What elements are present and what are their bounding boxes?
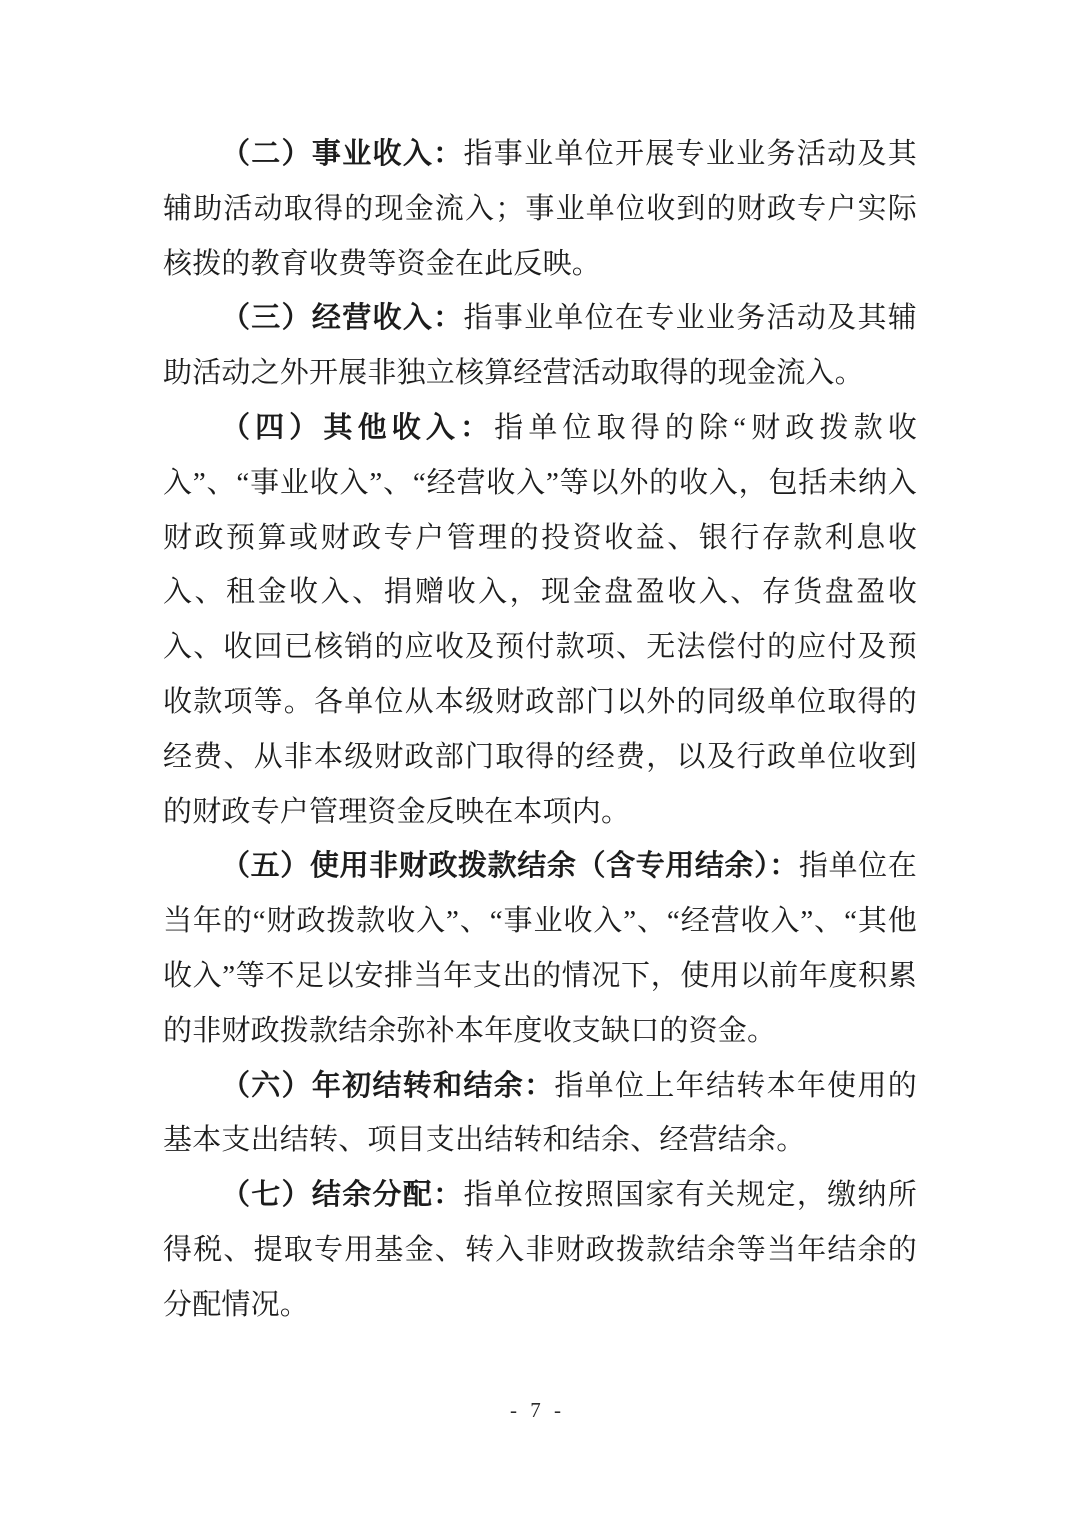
paragraph-text: 指事业单位开展专业业务活动及其辅助活动取得的现金流入；事业单位收到的财政专户实际核拨的教育收费等资金在此反映。 — [163, 138, 917, 280]
paragraph-text: 指单位在当年的“财政拨款收入”、“事业收入”、“经营收入”、“其他收入”等不足以安排当年支出的情况下，使用以前年度积累的非财政拨款结余弥补本年度收支缺口的资金。 — [163, 850, 917, 1047]
paragraph-lead-term: （七）结余分配： — [221, 1179, 464, 1212]
page-footer — [0, 1398, 1075, 1423]
document-body — [163, 127, 917, 1333]
paragraph-lead-term: （四）其他收入： — [221, 411, 495, 444]
paragraph — [163, 839, 917, 1058]
paragraph-text: 指单位上年结转本年使用的基本支出结转、项目支出结转和结余、经营结余。 — [163, 1069, 918, 1157]
paragraph — [163, 1168, 917, 1332]
paragraph-text: 指单位取得的除“财政拨款收入”、“事业收入”、“经营收入”等以外的收入，包括未纳入财政预算或财政专户管理的投资收益、银行存款利息收入、租金收入、捐赠收入，现金盘盈收入、存货盘盈收入、收回已核销的应收及预付款项、无法偿付的应付及预收款项等。各单位从本级财政部门以外的同级单位取得的经费、从非本级财政部门取得的经费，以及行政单位收到的财政专户管理资金反映在本项内。 — [163, 411, 917, 828]
paragraph-text: 指单位按照国家有关规定，缴纳所得税、提取专用基金、转入非财政拨款结余等当年结余的分配情况。 — [163, 1179, 917, 1321]
paragraph-lead-term: （六）年初结转和结余： — [221, 1069, 555, 1102]
paragraph — [163, 1059, 917, 1169]
paragraph — [163, 127, 917, 291]
page-number: - 7 - — [510, 1398, 565, 1422]
paragraph-lead-term: （三）经营收入： — [221, 302, 464, 335]
paragraph — [163, 291, 917, 401]
paragraph — [163, 401, 917, 839]
paragraph-lead-term: （五）使用非财政拨款结余（含专用结余）： — [221, 850, 799, 883]
paragraph-text: 指事业单位在专业业务活动及其辅助活动之外开展非独立核算经营活动取得的现金流入。 — [163, 302, 917, 390]
paragraph-lead-term: （二）事业收入： — [221, 138, 464, 170]
